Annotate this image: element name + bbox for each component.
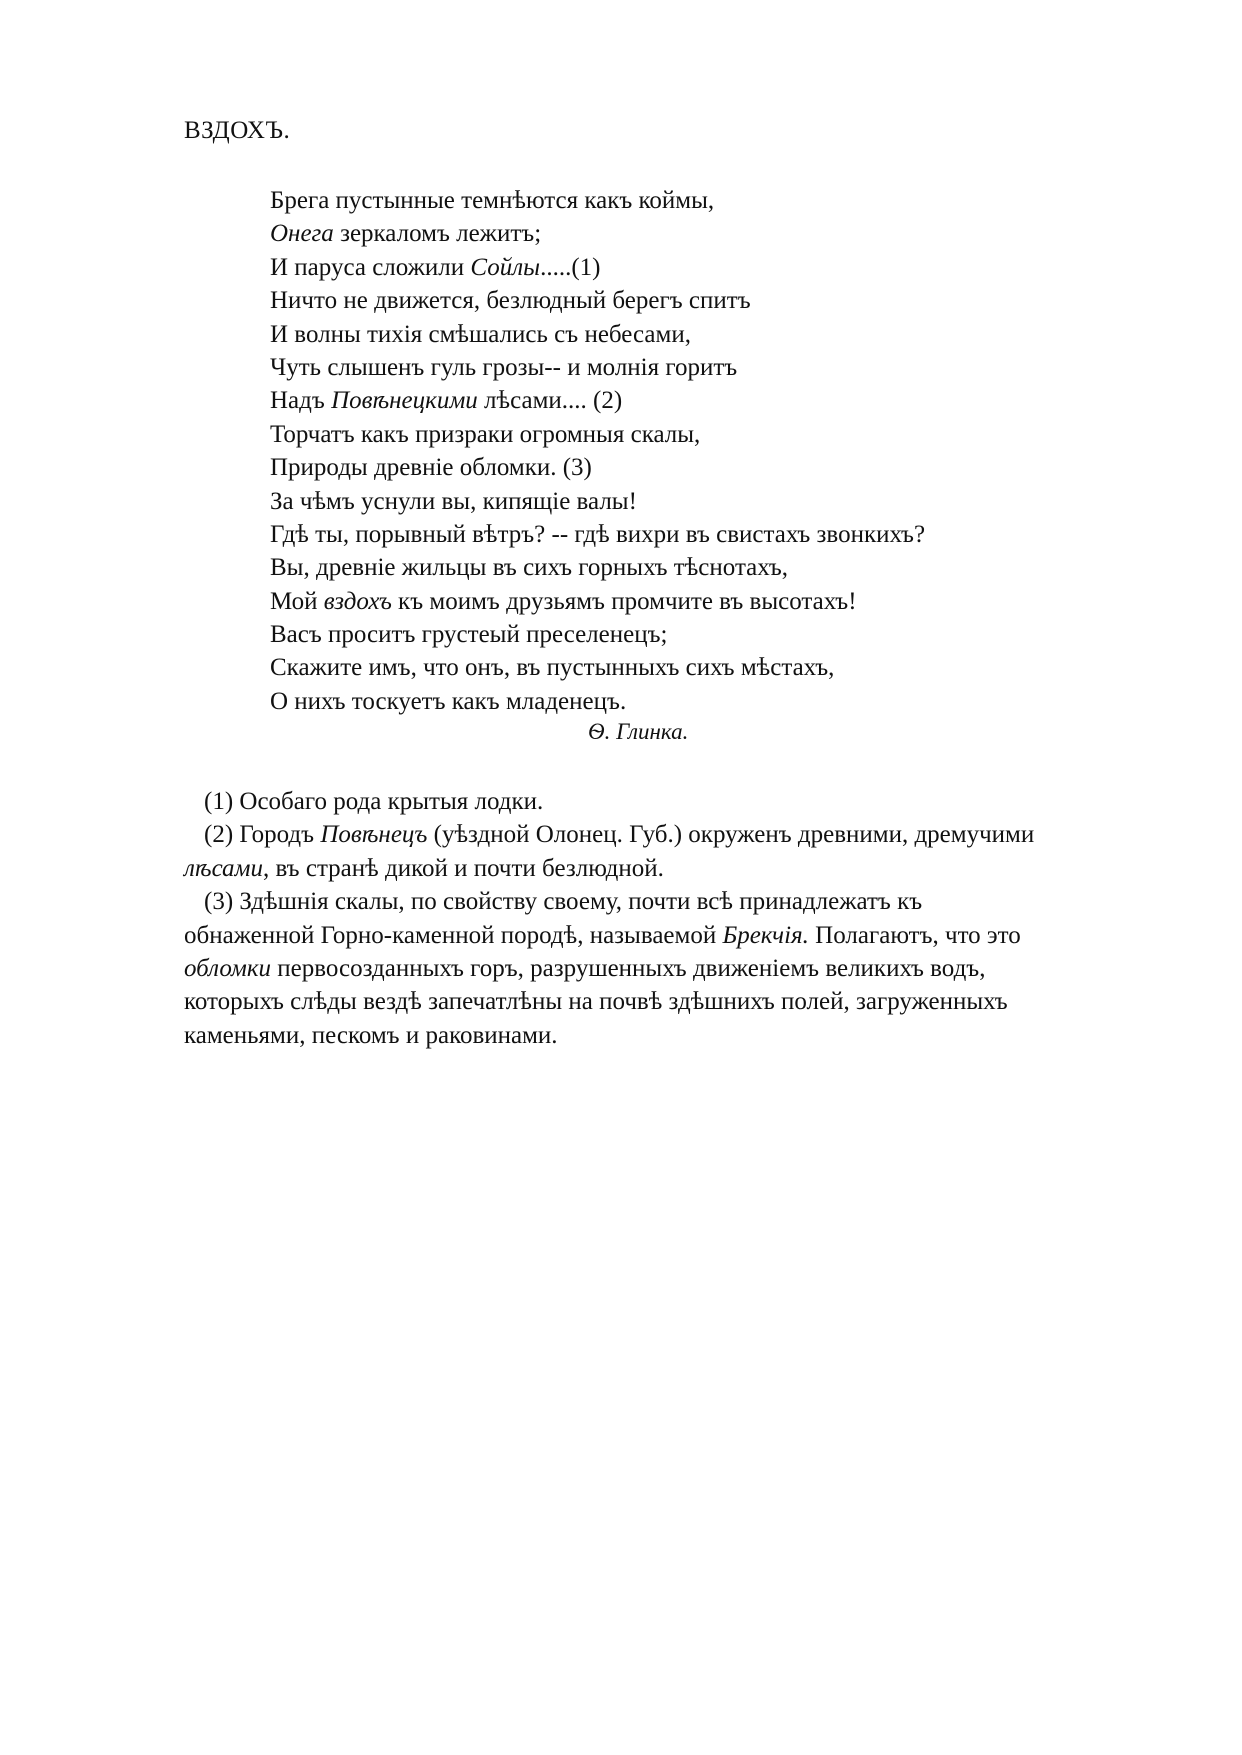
poem-line [270, 351, 1130, 384]
footnote-line: (3) Здѣшнія скалы, по свойству своему, почти всѣ принадлежатъ къ [204, 888, 923, 916]
poem-line [270, 651, 1130, 684]
poem-line-text: Мой [270, 587, 324, 615]
poem-line-italic-text: Повѣнецкими [331, 387, 478, 415]
footnote-text: (1) Особаго рода крытыя лодки. [204, 788, 544, 815]
footnote-italic-text: обломки [184, 955, 272, 983]
footnote-italic-text: Брекчія. [722, 921, 809, 949]
poem-line-text: Надъ [270, 387, 332, 415]
footnote-text: (2) Городъ [204, 821, 321, 849]
poem-line-text: зеркаломъ лежитъ; [333, 220, 542, 248]
poem-line-italic-text: Онега [270, 220, 334, 248]
footnote-text: первосозданныхъ горъ, разрушенныхъ движеніемъ великихъ водъ, [271, 955, 986, 983]
poem-line [270, 217, 1130, 250]
poem-line-italic-text: Сойлы [470, 253, 541, 281]
poem-line-text: Скажите имъ, что онъ, въ пустынныхъ сихъ мѣстахъ, [270, 654, 835, 682]
footnotes [184, 785, 1114, 1052]
poem-line-text: Вы, древніе жильцы въ сихъ горныхъ тѣснотахъ, [270, 554, 789, 582]
poem-line [270, 384, 1130, 417]
poem-line-italic-text: вздохъ [323, 587, 392, 615]
footnote-text: (уѣздной Олонец. Губ.) окруженъ древними, дремучими [427, 821, 1035, 849]
poem-line-text: За чѣмъ уснули вы, кипящіе валы! [270, 487, 637, 515]
footnote-3 [184, 885, 1114, 1052]
poem-line [270, 518, 1130, 551]
poem-line-text: И волны тихія смѣшались съ небесами, [270, 320, 691, 348]
poem-line [270, 451, 1130, 484]
poem-title: ВЗДОХЪ. [184, 117, 291, 144]
footnote-line [184, 919, 1114, 952]
poem-line-text: лѣсами.... (2) [477, 387, 623, 415]
footnote-text: обнаженной Горно-каменной породѣ, называемой [184, 921, 723, 949]
footnote-1 [184, 785, 1114, 818]
poem-line-text: Природы древніе обломки. (3) [270, 454, 592, 482]
poem-line-text: И паруса сложили [270, 253, 471, 281]
poem-line-text: Торчатъ какъ призраки огромныя скалы, [270, 420, 701, 448]
poem-line-text: .....(1) [540, 253, 601, 281]
footnote-text: Полагаютъ, что это [808, 921, 1021, 949]
footnote-line: каменьями, пескомъ и раковинами. [184, 1021, 558, 1049]
poem-line-text: Гдѣ ты, порывный вѣтръ? -- гдѣ вихри въ свистахъ звонкихъ? [270, 520, 926, 548]
poem-line [270, 551, 1130, 584]
poem-line [270, 251, 1130, 284]
poem-line-text: Ничто не движется, безлюдный берегъ спитъ [270, 287, 751, 315]
poem-line-text: Васъ проситъ грустеый преселенецъ; [270, 621, 668, 649]
poem-line [270, 585, 1130, 618]
author-signature: Ѳ. Глинка. [588, 719, 689, 744]
poem-line [270, 284, 1130, 317]
footnote-2 [184, 818, 1114, 885]
footnote-text: , въ странѣ дикой и почти безлюдной. [262, 854, 664, 882]
poem-line [270, 418, 1130, 451]
poem-line-text: Брега пустынные темнѣются какъ коймы, [270, 187, 715, 214]
poem-line [270, 318, 1130, 351]
poem-line-text: О нихъ тоскуетъ какъ младенецъ. [270, 687, 627, 715]
footnote-line [184, 818, 1114, 851]
poem-line-text: къ моимъ друзьямъ промчите въ высотахъ! [391, 587, 857, 615]
poem-line-text: Чуть слышенъ гуль грозы-- и молнія горитъ [270, 353, 738, 381]
footnote-line: которыхъ слѣды вездѣ запечатлѣны на почвѣ здѣшнихъ полей, загруженныхъ [184, 988, 1008, 1016]
poem-line [270, 685, 1130, 718]
poem-body [270, 184, 1130, 718]
footnote-italic-text: Повѣнецъ [320, 821, 428, 849]
poem-line [270, 184, 1130, 217]
poem-line [270, 618, 1130, 651]
footnote-line [184, 852, 1114, 885]
poem-line [270, 485, 1130, 518]
footnote-italic-text: лѣсами [184, 854, 263, 882]
footnote-line [184, 952, 1114, 985]
